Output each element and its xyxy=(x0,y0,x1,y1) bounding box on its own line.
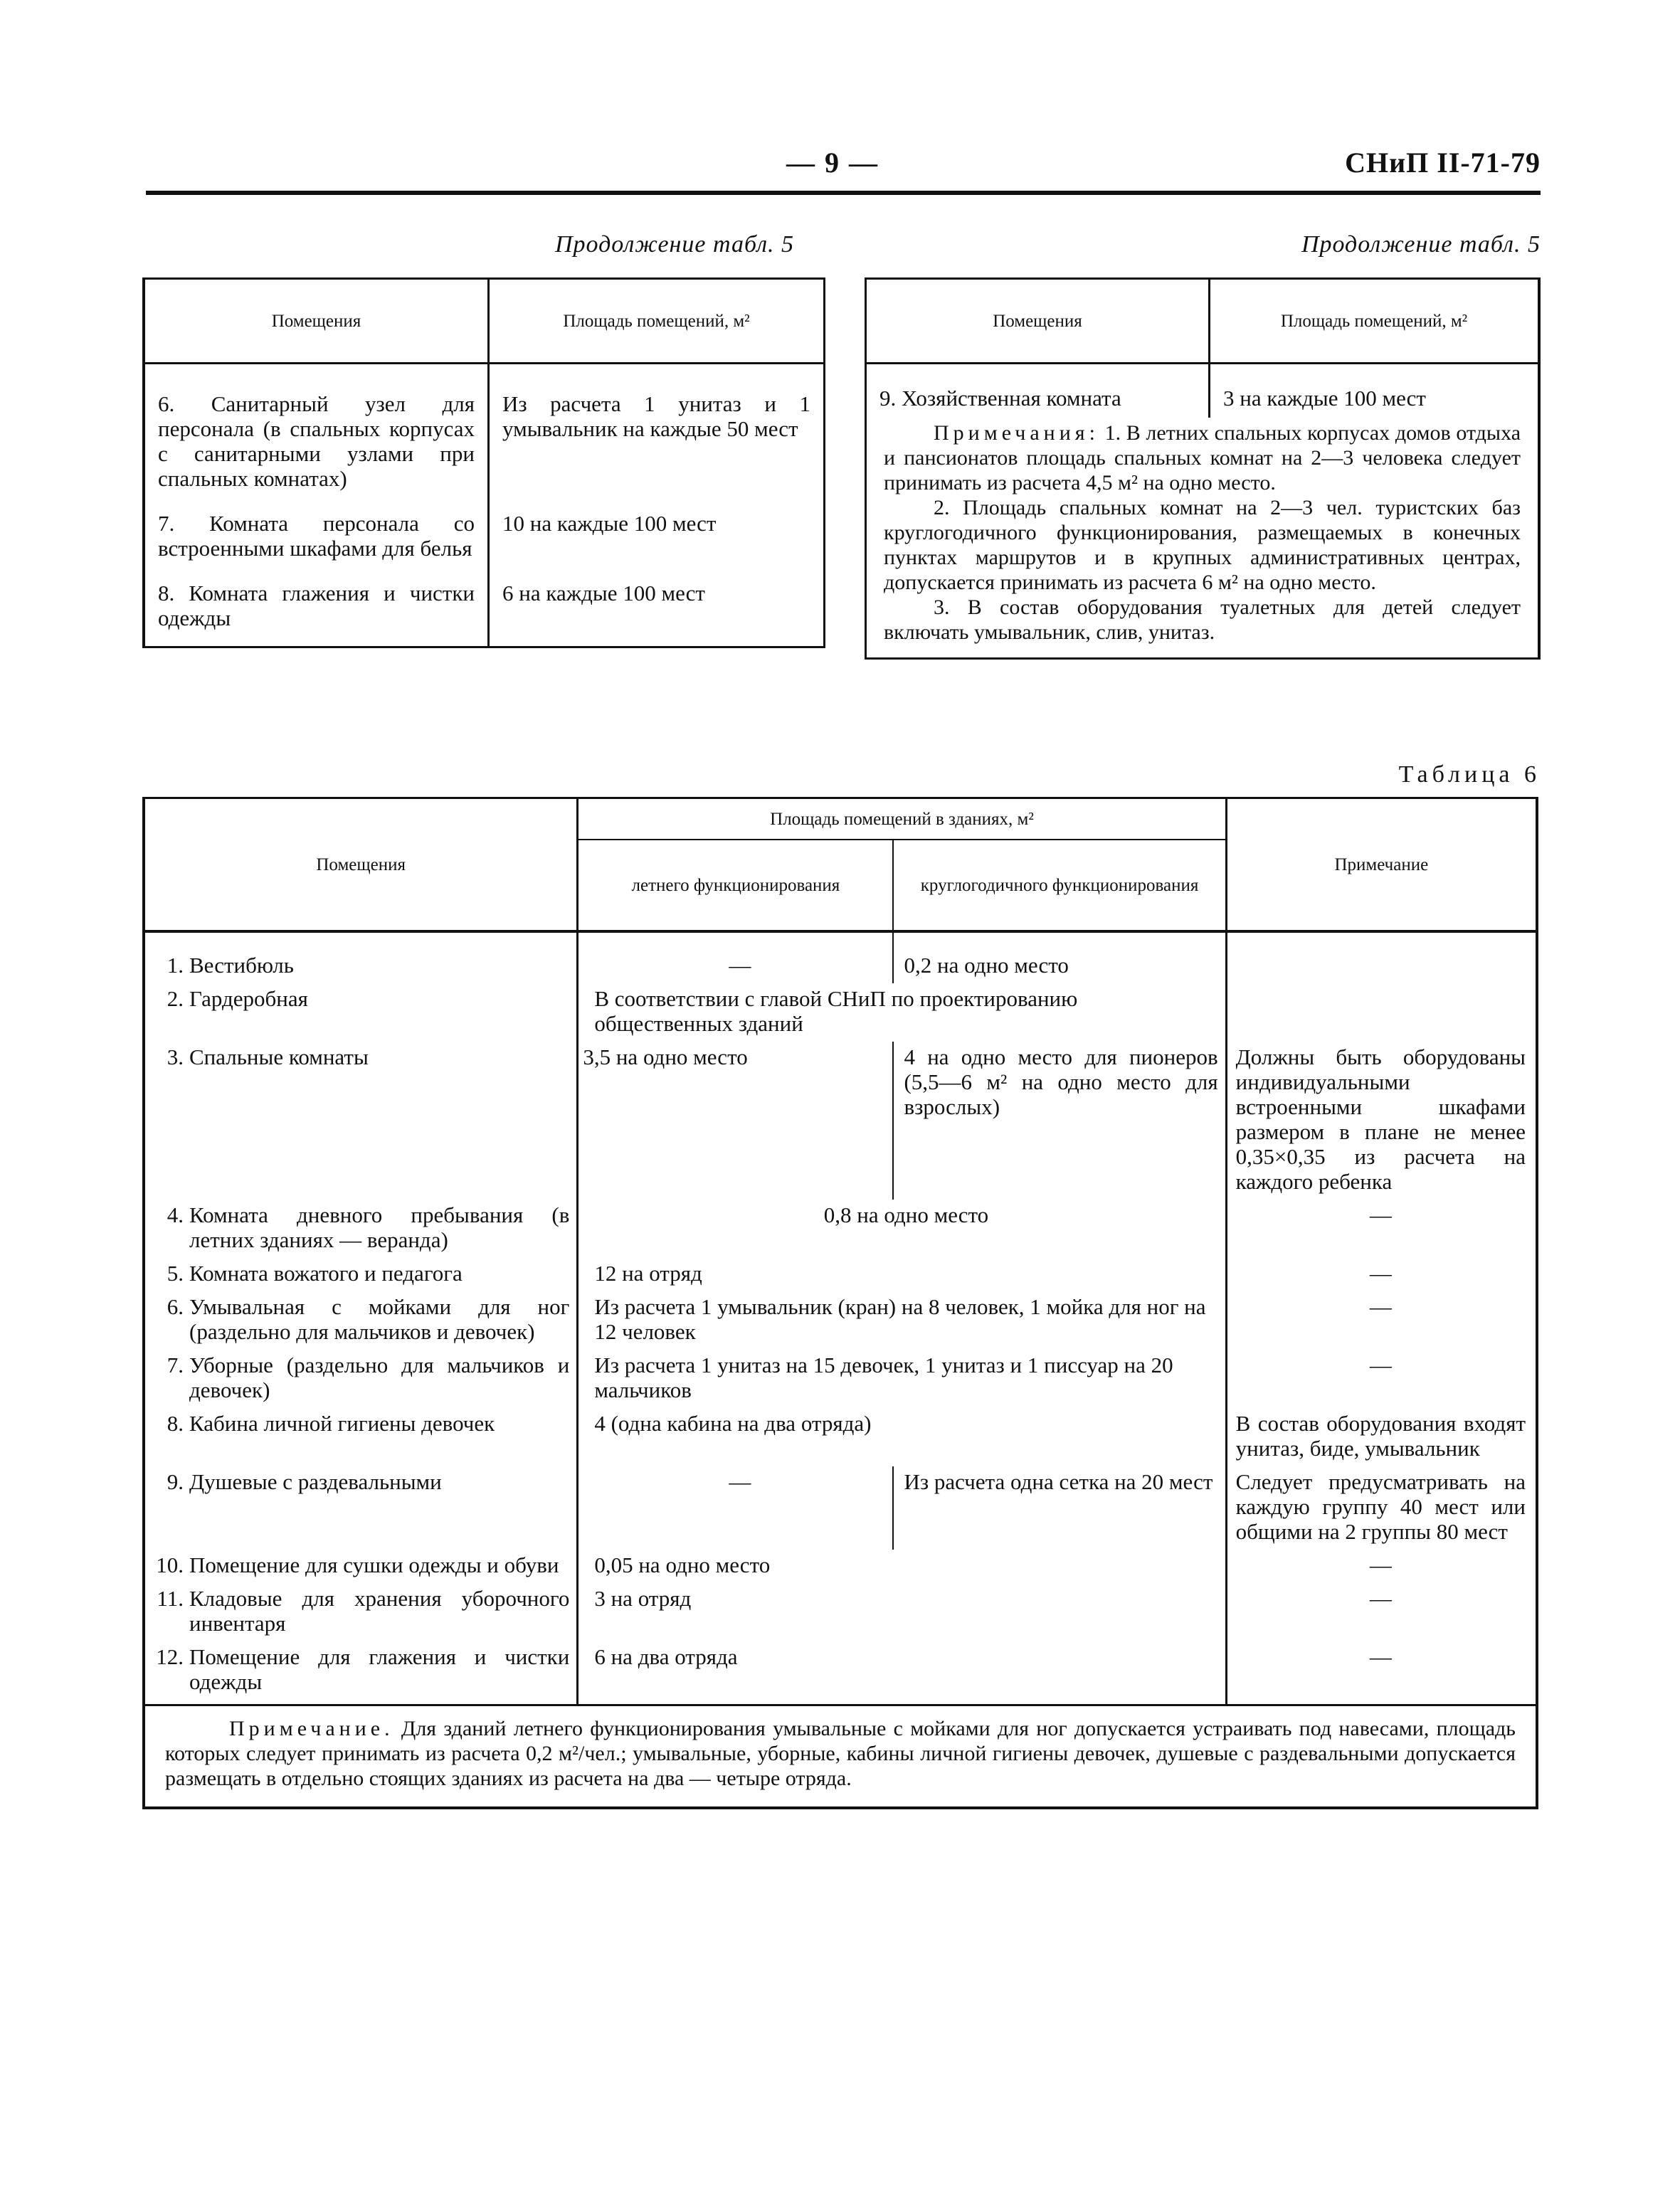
table5-left-caption: Продолжение табл. 5 xyxy=(555,231,795,258)
table5-right-caption: Продолжение табл. 5 xyxy=(1301,231,1541,258)
area-span-cell: 0,8 на одно место xyxy=(578,1200,1226,1258)
note-text: Для зданий летнего функционирования умывальные с мойками для ног допускается устраивать под навесами, площадь которых следует принимать из расчета 0,2 м²/чел.; умывальные, уборные, кабины личной гигиены девочек, душевые с раздевальными допускается размещать в отдельно стоящих зданиях из расчета на два — четыре отряда. xyxy=(165,1717,1516,1790)
col-header-area-group: Площадь помещений в зданиях, м² xyxy=(578,798,1226,840)
area-span-cell: 4 (одна кабина на два отряда) xyxy=(578,1408,1226,1466)
note-cell: — xyxy=(1369,1202,1392,1227)
table5-right xyxy=(865,277,1541,660)
table-row xyxy=(144,1550,1537,1583)
row-number: 7. xyxy=(167,1353,184,1377)
page-header xyxy=(146,146,1541,196)
room-name: Умывальная с мойками для ног (раздельно для мальчиков и девочек) xyxy=(189,1294,570,1344)
room-name: Кабина личной гигиены девочек xyxy=(189,1411,495,1436)
table-row xyxy=(144,1466,1537,1550)
row-number: 8. xyxy=(167,1411,184,1436)
room-cell xyxy=(144,1550,578,1583)
table-row xyxy=(144,1291,1537,1350)
table-row xyxy=(144,1583,1537,1641)
area-cell: Из расчета 1 унитаз и 1 умывальник на каждые 50 мест xyxy=(502,391,810,441)
room-cell xyxy=(144,1583,578,1641)
note-label: Примечание. xyxy=(229,1717,394,1740)
row-number: 5. xyxy=(167,1261,184,1286)
room-name: Помещение для глажения и чистки одежды xyxy=(189,1644,570,1694)
table-row xyxy=(144,1200,1537,1258)
notes-cell xyxy=(866,418,1540,659)
room-cell xyxy=(144,1258,578,1291)
year-round-cell: 0,2 на одно место xyxy=(893,931,1226,983)
table-header-row xyxy=(144,279,825,364)
table-row xyxy=(866,364,1540,418)
room-name: Уборные (раздельно для мальчиков и девочек) xyxy=(189,1353,570,1402)
area-span-cell: 0,05 на одно место xyxy=(578,1550,1226,1583)
area-span-cell: Из расчета 1 умывальник (кран) на 8 человек, 1 мойка для ног на 12 человек xyxy=(578,1291,1226,1350)
table-row xyxy=(144,364,825,496)
table-row xyxy=(144,1350,1537,1408)
table-row xyxy=(144,983,1537,1042)
note-2: 2. Площадь спальных комнат на 2—3 чел. туристских баз круглогодичного функционирования, размещаемых в конечных пунктах маршрутов и в крупных административных центрах, допускается принимать из расчета 6 м² на одно место. xyxy=(884,496,1521,594)
row-number: 1. xyxy=(167,953,184,978)
area-span-cell: 3 на отряд xyxy=(578,1583,1226,1641)
room-cell xyxy=(144,1641,578,1705)
table-header-row xyxy=(866,279,1540,364)
row-number: 3. xyxy=(167,1044,184,1069)
room-cell xyxy=(144,1291,578,1350)
room-name: Душевые с раздевальными xyxy=(189,1469,442,1494)
row-number: 4. xyxy=(167,1202,184,1227)
notes-row xyxy=(866,418,1540,659)
room-cell: 8. Комната глажения и чистки одежды xyxy=(144,565,489,647)
area-span-cell: 12 на отряд xyxy=(578,1258,1226,1291)
note-cell: Должны быть оборудованы индивидуальными встроенными шкафами размером в плане не менее 0,35×0,35 из расчета на каждого ребенка xyxy=(1235,1044,1526,1194)
row-number: 2. xyxy=(167,986,184,1011)
note-cell xyxy=(1226,931,1537,983)
table6-caption: Таблица 6 xyxy=(1398,761,1541,788)
col-header-area: Площадь помещений, м² xyxy=(489,279,825,364)
room-name: Гардеробная xyxy=(189,986,308,1011)
year-round-cell: Из расчета одна сетка на 20 мест xyxy=(893,1466,1226,1550)
col-header-note: Примечание xyxy=(1226,798,1537,932)
row-number: 12. xyxy=(156,1644,184,1669)
note-1 xyxy=(884,420,1521,495)
room-cell xyxy=(144,983,578,1042)
note-cell: — xyxy=(1369,1644,1392,1669)
area-cell: 3 на каждые 100 мест xyxy=(1223,386,1426,411)
room-name: Комната вожатого и педагога xyxy=(189,1261,463,1286)
room-cell xyxy=(144,1350,578,1408)
page-number: — 9 — xyxy=(786,147,879,179)
room-cell xyxy=(144,1042,578,1200)
table-header-row xyxy=(144,798,1537,840)
col-header-summer: летнего функционирования xyxy=(578,840,894,931)
row-number: 9. xyxy=(167,1469,184,1494)
table-row xyxy=(144,1042,1537,1200)
row-number: 10. xyxy=(156,1552,184,1577)
col-header-rooms: Помещения xyxy=(144,279,489,364)
table-row xyxy=(144,565,825,647)
note-cell: Следует предусматривать на каждую группу 40 мест или общими на 2 группы 80 мест xyxy=(1235,1469,1526,1544)
room-name: Помещение для сушки одежды и обуви xyxy=(189,1552,559,1577)
room-name: Спальные комнаты xyxy=(189,1044,369,1069)
table-row xyxy=(144,1408,1537,1466)
document-code: СНиП II-71-79 xyxy=(1345,147,1541,179)
note-cell: — xyxy=(1369,1552,1392,1577)
table-row xyxy=(144,1641,1537,1705)
table-row xyxy=(144,931,1537,983)
room-cell xyxy=(144,1408,578,1466)
row-number: 11. xyxy=(157,1586,184,1611)
room-name: Вестибюль xyxy=(189,953,294,978)
table5-left xyxy=(142,277,825,648)
summer-cell: — xyxy=(729,1469,751,1494)
room-name: Кладовые для хранения уборочного инвентаря xyxy=(189,1586,570,1636)
room-cell: 7. Комната персонала со встроенными шкафами для белья xyxy=(144,495,489,565)
header-rule xyxy=(146,191,1541,195)
year-round-cell: 4 на одно место для пионеров (5,5—6 м² на одно место для взрослых) xyxy=(893,1042,1226,1200)
table6-note xyxy=(144,1705,1537,1809)
row-number: 6. xyxy=(167,1294,184,1319)
summer-cell: — xyxy=(729,953,751,978)
note-1-text: 1. В летних спальных корпусах домов отдыха и пансионатов площадь спальных комнат на 2—3 человека следует принимать из расчета 4,5 м² на одно место. xyxy=(884,421,1521,494)
notes-label: Примечания: xyxy=(934,421,1099,445)
note-cell: В состав оборудования входят унитаз, биде, умывальник xyxy=(1235,1411,1526,1461)
room-cell: 6. Санитарный узел для персонала (в спальных корпусах с санитарными узлами при спальных комнатах) xyxy=(144,364,489,496)
room-cell xyxy=(144,1200,578,1258)
col-header-area: Площадь помещений, м² xyxy=(1210,279,1540,364)
note-cell xyxy=(1226,983,1537,1042)
room-name: Комната дневного пребывания (в летних зданиях — веранда) xyxy=(189,1202,570,1252)
area-span-cell: Из расчета 1 унитаз на 15 девочек, 1 унитаз и 1 писсуар на 20 мальчиков xyxy=(578,1350,1226,1408)
table-note-row xyxy=(144,1705,1537,1809)
table-row xyxy=(144,1258,1537,1291)
area-cell: 6 на каждые 100 мест xyxy=(502,581,705,605)
note-cell: — xyxy=(1369,1586,1392,1611)
table6 xyxy=(142,797,1538,1809)
table-row xyxy=(144,495,825,565)
area-span-cell: В соответствии с главой СНиП по проектированию общественных зданий xyxy=(578,983,1226,1042)
summer-cell: 3,5 на одно место xyxy=(583,1044,748,1069)
note-cell: — xyxy=(1369,1261,1392,1286)
note-cell: — xyxy=(1369,1353,1392,1377)
col-header-year-round: круглогодичного функционирования xyxy=(893,840,1226,931)
area-cell: 10 на каждые 100 мест xyxy=(502,511,717,536)
col-header-rooms: Помещения xyxy=(866,279,1210,364)
note-cell: — xyxy=(1369,1294,1392,1319)
room-cell xyxy=(144,931,578,983)
note-3: 3. В состав оборудования туалетных для детей следует включать умывальник, слив, унитаз. xyxy=(884,596,1521,644)
room-cell xyxy=(144,1466,578,1550)
col-header-rooms: Помещения xyxy=(144,798,578,932)
room-cell: 9. Хозяйственная комната xyxy=(866,364,1210,418)
area-span-cell: 6 на два отряда xyxy=(578,1641,1226,1705)
